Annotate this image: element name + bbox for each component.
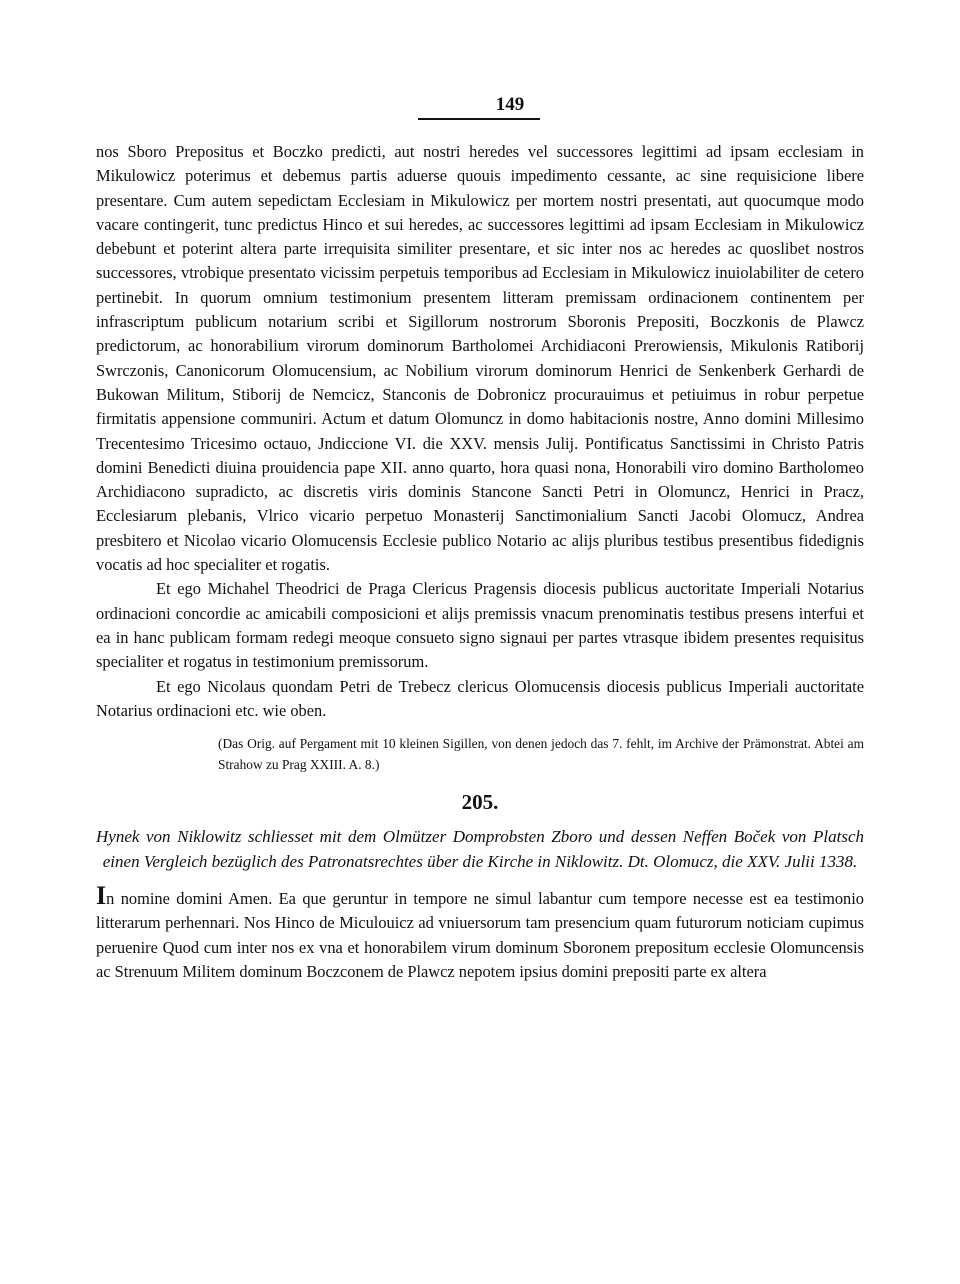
document-page [96, 92, 864, 984]
document-number: 205. [461, 790, 499, 815]
charter-text-body: n nomine domini Amen. Ea que geruntur in tempore ne simul labantur cum tempore necesse est ea testimonio litterarum perhennari. Nos Hinco de Miculouicz ad vniuersorum tam presencium quam futurorum noticiam cupimus peruenire Quod cum inter nos ex vna et honorabilem virum dominum Sboronem prepositum ecclesie Olomuncensis ac Strenuum Militem dominum Boczconem de Plawcz nepotem ipsius domini prepositi parte ex altera [96, 889, 864, 982]
initial-letter: I [96, 881, 107, 911]
source-note: (Das Orig. auf Pergament mit 10 kleinen Sigillen, von denen jedoch das 7. fehlt, im Archive der Prämonstrat. Abtei am Strahow zu Prag XXIII. A. 8.) [218, 736, 864, 773]
charter-text-continued: nos Sboro Prepositus et Boczko predicti, aut nostri heredes vel successores legittimi ad ipsam ecclesiam in Mikulowicz poterimus et debemus partis aduerse quouis impedimento cessante, ac sine requisicione libere presentare. Cum autem sepedictam Ecclesiam in Mikulowicz per mortem nostri presentati, aut quocumque modo vacare contingerit, tunc predictus Hinco et sui heredes, ac successores legittimi ad ipsam Ecclesiam in Mikulowicz debebunt et poterint altera parte irrequisita similiter presentare, et sic inter nos ac heredes ac quoslibet nostros successores, vtrobique presentato vicissim perpetuis temporibus ad Ecclesiam in Mikulowicz inuiolabiliter de cetero pertinebit. In quorum omnium testimonium presentem litteram premissam ordinacionem continentem per infrascriptum publicum notarium scribi et Sigillorum nostrorum Sboronis Prepositi, Boczkonis de Plawcz predictorum, ac honorabilium virorum dominorum Bartholomei Archidiaconi Prerowiensis, Mikulonis Ratiborij Swrczonis, Canonicorum Olomucensium, ac Nobilium virorum dominorum Henrici de Senkenberk Gerhardi de Bukowan Militum, Stiborij de Nemcicz, Stanconis de Dobronicz procurauimus et petiuimus in robur perpetue firmitatis appensione communiri. Actum et datum Olomuncz in domo habitacionis nostre, Anno domini Millesimo Trecentesimo Tricesimo octauo, Jndiccione VI. die XXV. mensis Julij. Pontificatus Sanctissimi in Christo Patris domini Benedicti diuina prouidencia pape XII. anno quarto, hora quasi nona, Honorabili viro domino Bartholomeo Archidiacono supradicto, ac discretis viris dominis Stancone Sancti Petri in Olomuncz, Henrici in Pracz, Ecclesiarum plebanis, Vlrico vicario perpetuo Monasterij Sanctimonialium Sancti Jacobi Olomucz, Andrea presbitero et Nicolao vicario Olomucensis Ecclesie publico Notario ac alijs pluribus testibus presentibus fidedignis vocatis ad hoc specialiter et rogatis. [96, 142, 864, 575]
document-regest: Hynek von Niklowitz schliesset mit dem Olmützer Domprobsten Zboro und dessen Neffen Boček von Platsch einen Vergleich bezüglich des Patronatsrechtes über die Kirche in Niklowitz. Dt. Olomucz, die XXV. Julii 1338. [96, 827, 864, 871]
charter-text [96, 881, 864, 984]
page-number: 149 [495, 94, 525, 115]
notary-attestation-michahel: Et ego Michahel Theodrici de Praga Clericus Pragensis diocesis publicus auctoritate Imperiali Notarius ordinacioni concordie ac amicabili composicioni et alijs premissis vnacum prenominatis testibus presens interfui et ea in hanc publicam formam redegi meoque consueto signo signaui per partes vtrasque ibidem presentes requisitus specialiter et rogatus in testimonium premissorum. [96, 579, 864, 672]
header-rule [418, 118, 540, 120]
notary-attestation-nicolaus: Et ego Nicolaus quondam Petri de Trebecz clericus Olomucensis diocesis publicus Imperiali auctoritate Notarius ordinacioni etc. wie oben. [96, 676, 864, 720]
